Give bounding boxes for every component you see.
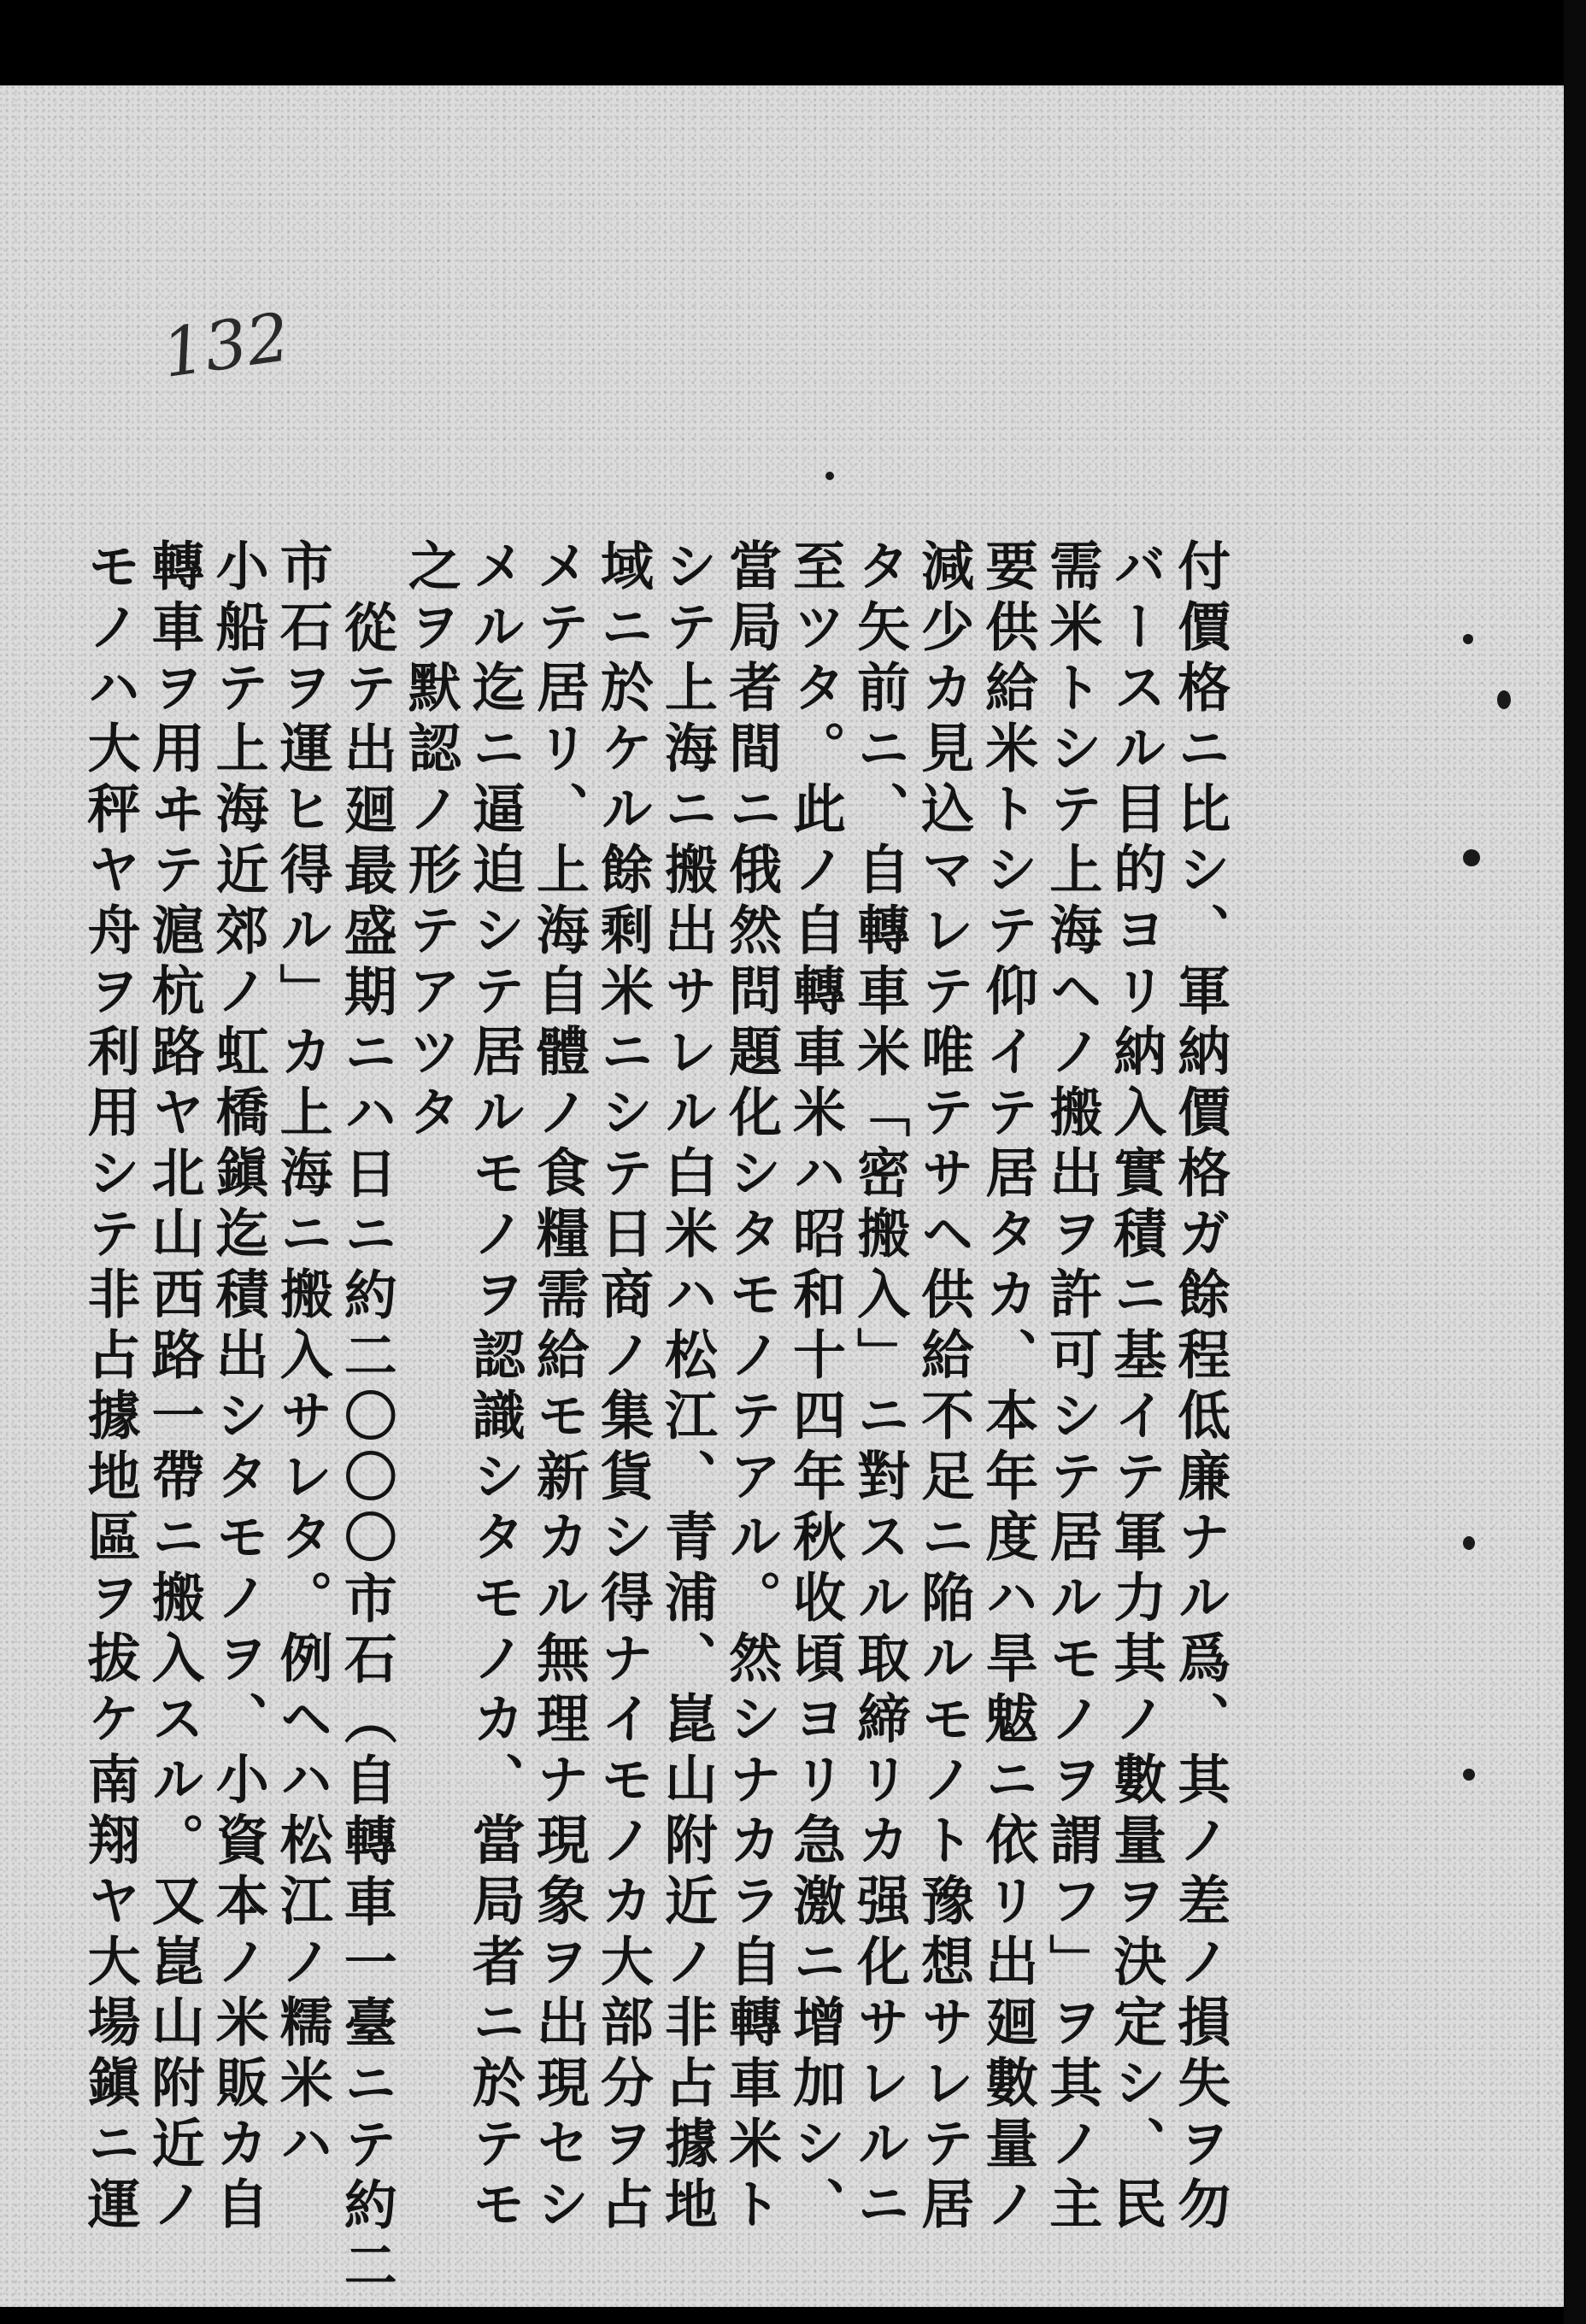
page-number: 132 [157, 299, 295, 393]
text-column-1: 付價格ニ比シ、軍納價格ガ餘程低廉ナル爲、其ノ差ノ損失ヲ勿 [1168, 538, 1231, 2237]
scan-edge [1564, 0, 1586, 2324]
speck-mark [1463, 1536, 1475, 1550]
text-column-15: 市石ヲ運ヒ得ル」カ上海ニ搬入サレタ。例ヘハ松江ノ糯米ハ [271, 538, 334, 2176]
text-column-7: 至ツタ。此ノ自轉車米ハ昭和十四年秋收頃ヨリ急激ニ增加シ、 [784, 538, 847, 2237]
text-column-6: タ矢前ニ、自轉車米「密搬入」ニ對スル取締リカ强化サレルニ [848, 538, 911, 2237]
text-column-13: 之ヲ默認ノ形テアツタ [399, 538, 462, 1145]
text-column-11: メテ居リ、上海自體ノ食糧需給モ新カル無理ナ現象ヲ出現セシ [527, 538, 590, 2237]
text-column-3: 需米トシテ上海ヘノ搬出ヲ許可シテ居ルモノヲ謂フ」ヲ其ノ主 [1040, 538, 1103, 2237]
text-column-14: 從テ出廻最盛期ニハ日ニ約二〇〇〇市石（自轉車一臺ニテ約二 [335, 600, 398, 2298]
text-column-12: メル迄ニ逼迫シテ居ルモノヲ認識シタモノカ、當局者ニ於テモ [463, 538, 526, 2237]
text-column-17: 轉車ヲ用ヰテ滬杭路ヤ北山西路一帶ニ搬入スル。又崑山附近ノ [143, 538, 206, 2237]
speck-mark [1463, 634, 1473, 644]
text-column-8: 當局者間ニ俄然問題化シタモノテアル。然シナカラ自轉車米ト [720, 538, 783, 2237]
text-column-18: モノハ大秤ヤ舟ヲ利用シテ非占據地區ヲ拔ケ南翔ヤ大場鎭ニ運 [79, 538, 141, 2237]
speck-mark [1497, 690, 1511, 709]
text-column-16: 小船テ上海近郊ノ虹橋鎭迄積出シタモノヲ、小資本ノ米販カ自 [207, 538, 270, 2237]
text-column-9: シテ上海ニ搬出サレル白米ハ松江、青浦、崑山附近ノ非占據地 [655, 538, 719, 2237]
text-column-4: 要供給米トシテ仰イテ居タカ、本年度ハ旱魃ニ依リ出廻數量ノ [976, 538, 1039, 2237]
speck-mark [1463, 849, 1480, 866]
vertical-text-body [79, 538, 1231, 2298]
text-column-10: 域ニ於ケル餘剩米ニシテ日商ノ集貨シ得ナイモノカ大部分ヲ占 [591, 538, 655, 2237]
speck-mark [1463, 1769, 1475, 1781]
speck-mark [825, 472, 834, 480]
text-column-2: バースル目的ヨリ納入實積ニ基イテ軍力其ノ數量ヲ決定シ、民 [1104, 538, 1167, 2237]
text-column-5: 減少カ見込マレテ唯テサヘ供給不足ニ陥ルモノト豫想サレテ居 [912, 538, 975, 2237]
